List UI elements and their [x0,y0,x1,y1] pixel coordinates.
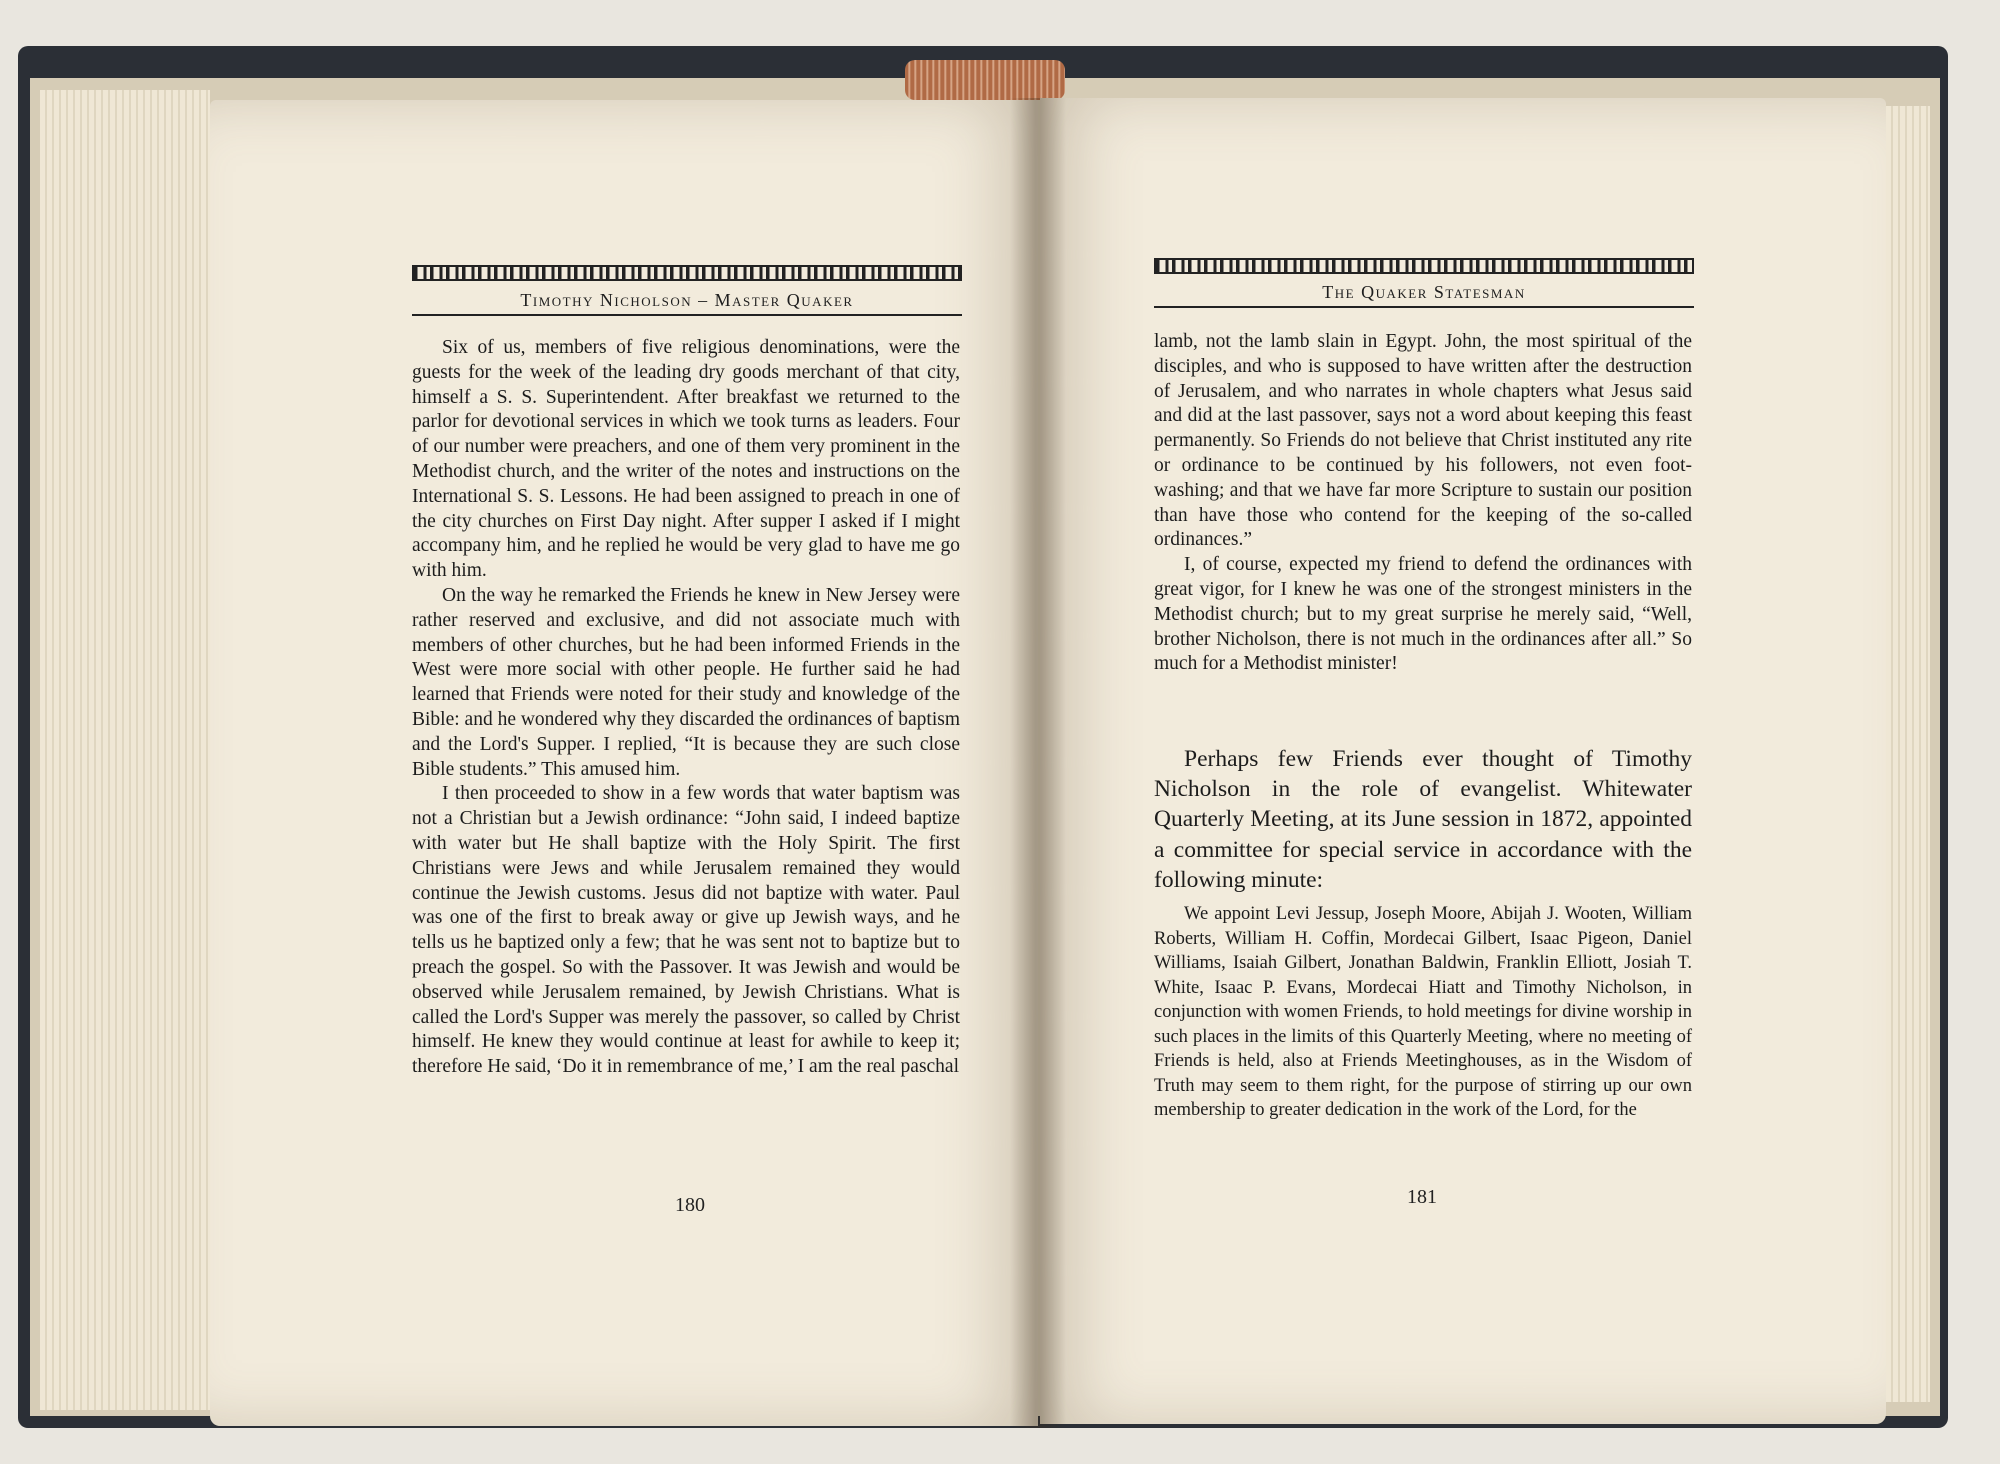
page-number: 181 [1407,1186,1437,1208]
paragraph: Perhaps few Friends ever thought of Timothy Nicholson in the role of evangelist. Whitewater Quarterly Meeting, at its June session in 1872, appointed a committee for special service in accordance with the following minute: [1154,746,1692,893]
header-ornament [1154,258,1694,274]
paragraph: I then proceeded to show in a few words that water baptism was not a Christian but a Jewish ordinance: “John said, I indeed baptize with water but He shall baptize with the Holy Spirit. The first Christians were Jews and while Jerusalem remained they would continue the Jewish customs. Jesus did not baptize with water. Paul was one of the first to break away or give up Jewish ways, and he tells us he baptized only a few; that he was sent not to baptize but to preach the gospel. So with the Passover. It was Jewish and would be observed while Jerusalem remained, by Jewish Christians. What is called the Lord's Supper was merely the passover, so called by Christ himself. He knew they would continue at least for awhile to keep it; therefore He said, ‘Do it in remembrance of me,’ I am the real paschal [412,783,960,1078]
left-page [210,100,1038,1426]
header-rule [1154,306,1694,308]
page-number: 180 [675,1194,705,1216]
left-body-text [412,336,960,1080]
running-head: The Quaker Statesman [1322,282,1526,302]
paragraph: Six of us, members of five religious denominations, were the guests for the week of the leading dry goods merchant of that city, himself a S. S. Superintendent. After breakfast we returned to the parlor for devotional services in which we took turns as leaders. Four of our number were preachers, and one of them very prominent in the Methodist church, and the writer of the notes and instructions on the International S. S. Lessons. He had been assigned to preach in one of the city churches on First Day night. After supper I asked if I might accompany him, and he replied he would be very glad to have me go with him. [412,337,960,582]
paragraph: On the way he remarked the Friends he knew in New Jersey were rather reserved and exclusive, and did not associate much with members of other churches, but he had been informed Friends in the West were more social with other people. He further said he had learned that Friends were noted for their study and knowledge of the Bible: and he wondered why they discarded the ordinances of baptism and the Lord's Supper. I replied, “It is because they are such close Bible students.” This amused him. [412,584,961,780]
headband [905,60,1065,100]
running-head: Timothy Nicholson – Master Quaker [520,290,854,310]
left-page-edges [40,90,210,1410]
right-page [1040,98,1886,1424]
header-rule [412,314,962,316]
gutter-shadow [1010,98,1066,1428]
paragraph: We appoint Levi Jessup, Joseph Moore, Abijah J. Wooten, William Roberts, William H. Coffin, Mordecai Gilbert, Isaac Pigeon, Daniel Williams, Isaiah Gilbert, Jonathan Baldwin, Franklin Elliott, Josiah T. White, Isaac P. Evans, Mordecai Hiatt and Timothy Nicholson, in conjunction with women Friends, to hold meetings for divine worship in such places in the limits of this Quarterly Meeting, where no meeting of Friends is held, also at Friends Meetinghouses, as in the Wisdom of Truth may seem to them right, for the purpose of stirring up our own membership to greater dedication in the work of the Lord, for the [1154,904,1692,1120]
paragraph: lamb, not the lamb slain in Egypt. John, the most spiritual of the disciples, and who is supposed to have written after the destruction of Jerusalem, and who narrates in whole chapters what Jesus said and did at the last passover, says not a word about keeping this feast permanently. So Friends do not believe that Christ instituted any rite or ordinance to be continued by his followers, not even foot-washing; and that we have far more Scripture to sustain our position than have those who contend for the keeping of the so-called ordinances.” [1154,331,1692,551]
header-ornament [412,265,962,281]
right-body-text [1154,330,1692,677]
minute-quotation [1154,902,1692,1123]
section-intro [1154,744,1692,895]
paragraph: I, of course, expected my friend to defend the ordinances with great vigor, for I knew he was one of the strongest ministers in the Methodist church; but to my great surprise he merely said, “Well, brother Nicholson, there is not much in the ordinances after all.” So much for a Methodist minister! [1154,554,1692,675]
